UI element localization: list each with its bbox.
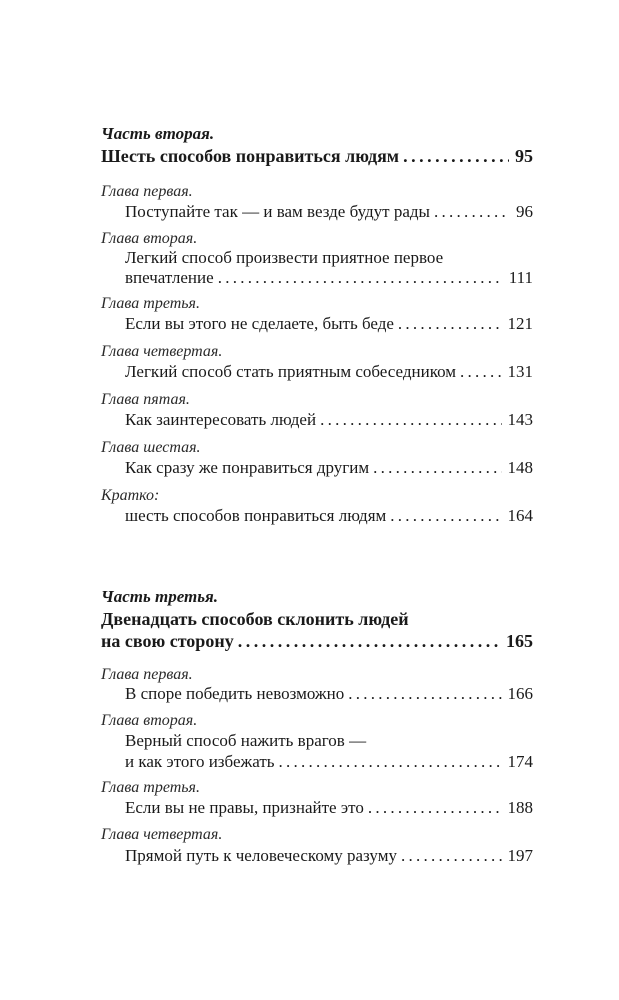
chapter-label xyxy=(101,182,533,202)
chapter-label xyxy=(101,486,533,506)
chapter-title xyxy=(125,846,533,866)
dot-leader xyxy=(279,752,502,772)
chapter-label xyxy=(101,390,533,410)
part-label-text: Часть вторая. xyxy=(101,124,215,143)
part-title-text: Шесть способов понравиться людям xyxy=(101,146,400,166)
chapter-label-text: Глава четвертая. xyxy=(101,826,223,843)
chapter-title xyxy=(125,752,533,772)
dot-leader xyxy=(398,314,502,334)
page-number: 121 xyxy=(507,314,533,333)
chapter-title-text: Легкий способ стать приятным собеседником xyxy=(125,362,457,381)
chapter-label xyxy=(101,825,533,845)
page-number: 166 xyxy=(507,684,533,703)
page-number: 131 xyxy=(507,362,533,381)
chapter-title xyxy=(125,314,533,334)
dot-leader xyxy=(348,684,501,704)
chapter-title-text: В споре победить невозможно xyxy=(125,684,345,703)
dot-leader xyxy=(460,362,501,382)
chapter-label-text: Глава третья. xyxy=(101,295,200,312)
chapter-label xyxy=(101,294,533,314)
dot-leader xyxy=(403,146,509,166)
chapter-title xyxy=(125,798,533,818)
page-number: 164 xyxy=(507,506,533,525)
part-title xyxy=(101,609,533,629)
chapter-title xyxy=(125,506,533,526)
dot-leader xyxy=(368,798,502,818)
chapter-label xyxy=(101,229,533,249)
dot-leader xyxy=(390,506,501,526)
chapter-title-text: и как этого избежать xyxy=(125,752,275,771)
chapter-label-text: Глава первая. xyxy=(101,666,193,683)
chapter-label xyxy=(101,438,533,458)
chapter-title-text: Верный способ нажить врагов — xyxy=(125,731,367,750)
chapter-title xyxy=(125,202,533,222)
part-title-text: Двенадцать способов склонить людей xyxy=(101,609,409,629)
chapter-title-text: Если вы этого не сделаете, быть беде xyxy=(125,314,394,333)
page-number: 143 xyxy=(507,410,533,429)
dot-leader xyxy=(401,846,502,866)
chapter-label-text: Глава вторая. xyxy=(101,230,198,247)
part-title-text: на свою сторону xyxy=(101,631,234,651)
chapter-title-text: Прямой путь к человеческому разуму xyxy=(125,846,397,865)
page-number: 148 xyxy=(507,458,533,477)
chapter-label xyxy=(101,342,533,362)
chapter-title xyxy=(125,458,533,478)
page-number: 165 xyxy=(506,631,533,651)
chapter-label-text: Глава третья. xyxy=(101,779,200,796)
page-number: 96 xyxy=(516,202,533,221)
chapter-label xyxy=(101,665,533,685)
part-title xyxy=(101,631,533,651)
dot-leader xyxy=(238,631,500,651)
page-number: 188 xyxy=(507,798,533,817)
part-title xyxy=(101,146,533,166)
chapter-label-text: Глава пятая. xyxy=(101,391,190,408)
chapter-title xyxy=(125,248,533,268)
chapter-title-text: впечатление xyxy=(125,268,214,287)
page-number: 111 xyxy=(508,268,533,287)
chapter-title xyxy=(125,731,533,751)
chapter-label-text: Кратко: xyxy=(101,487,160,504)
chapter-label-text: Глава первая. xyxy=(101,183,193,200)
chapter-title-text: шесть способов понравиться людям xyxy=(125,506,387,525)
chapter-title-text: Поступайте так — и вам везде будут рады xyxy=(125,202,430,221)
chapter-title-text: Как сразу же понравиться другим xyxy=(125,458,370,477)
part-label-text: Часть третья. xyxy=(101,587,219,606)
dot-leader xyxy=(434,202,510,222)
chapter-title-text: Как заинтересовать людей xyxy=(125,410,317,429)
page-number: 174 xyxy=(507,752,533,771)
chapter-label-text: Глава вторая. xyxy=(101,712,198,729)
page-number: 95 xyxy=(515,146,533,166)
chapter-title-text: Легкий способ произвести приятное первое xyxy=(125,248,444,267)
chapter-label-text: Глава четвертая. xyxy=(101,343,223,360)
chapter-title xyxy=(125,684,533,704)
chapter-label xyxy=(101,711,533,731)
dot-leader xyxy=(218,268,503,288)
chapter-title xyxy=(125,410,533,430)
dot-leader xyxy=(320,410,501,430)
chapter-title-text: Если вы не правы, признайте это xyxy=(125,798,364,817)
chapter-label xyxy=(101,778,533,798)
chapter-title xyxy=(125,362,533,382)
chapter-label-text: Глава шестая. xyxy=(101,439,201,456)
part-label xyxy=(101,587,533,607)
chapter-title xyxy=(125,268,533,288)
dot-leader xyxy=(373,458,501,478)
part-label xyxy=(101,124,533,144)
page-number: 197 xyxy=(507,846,533,865)
